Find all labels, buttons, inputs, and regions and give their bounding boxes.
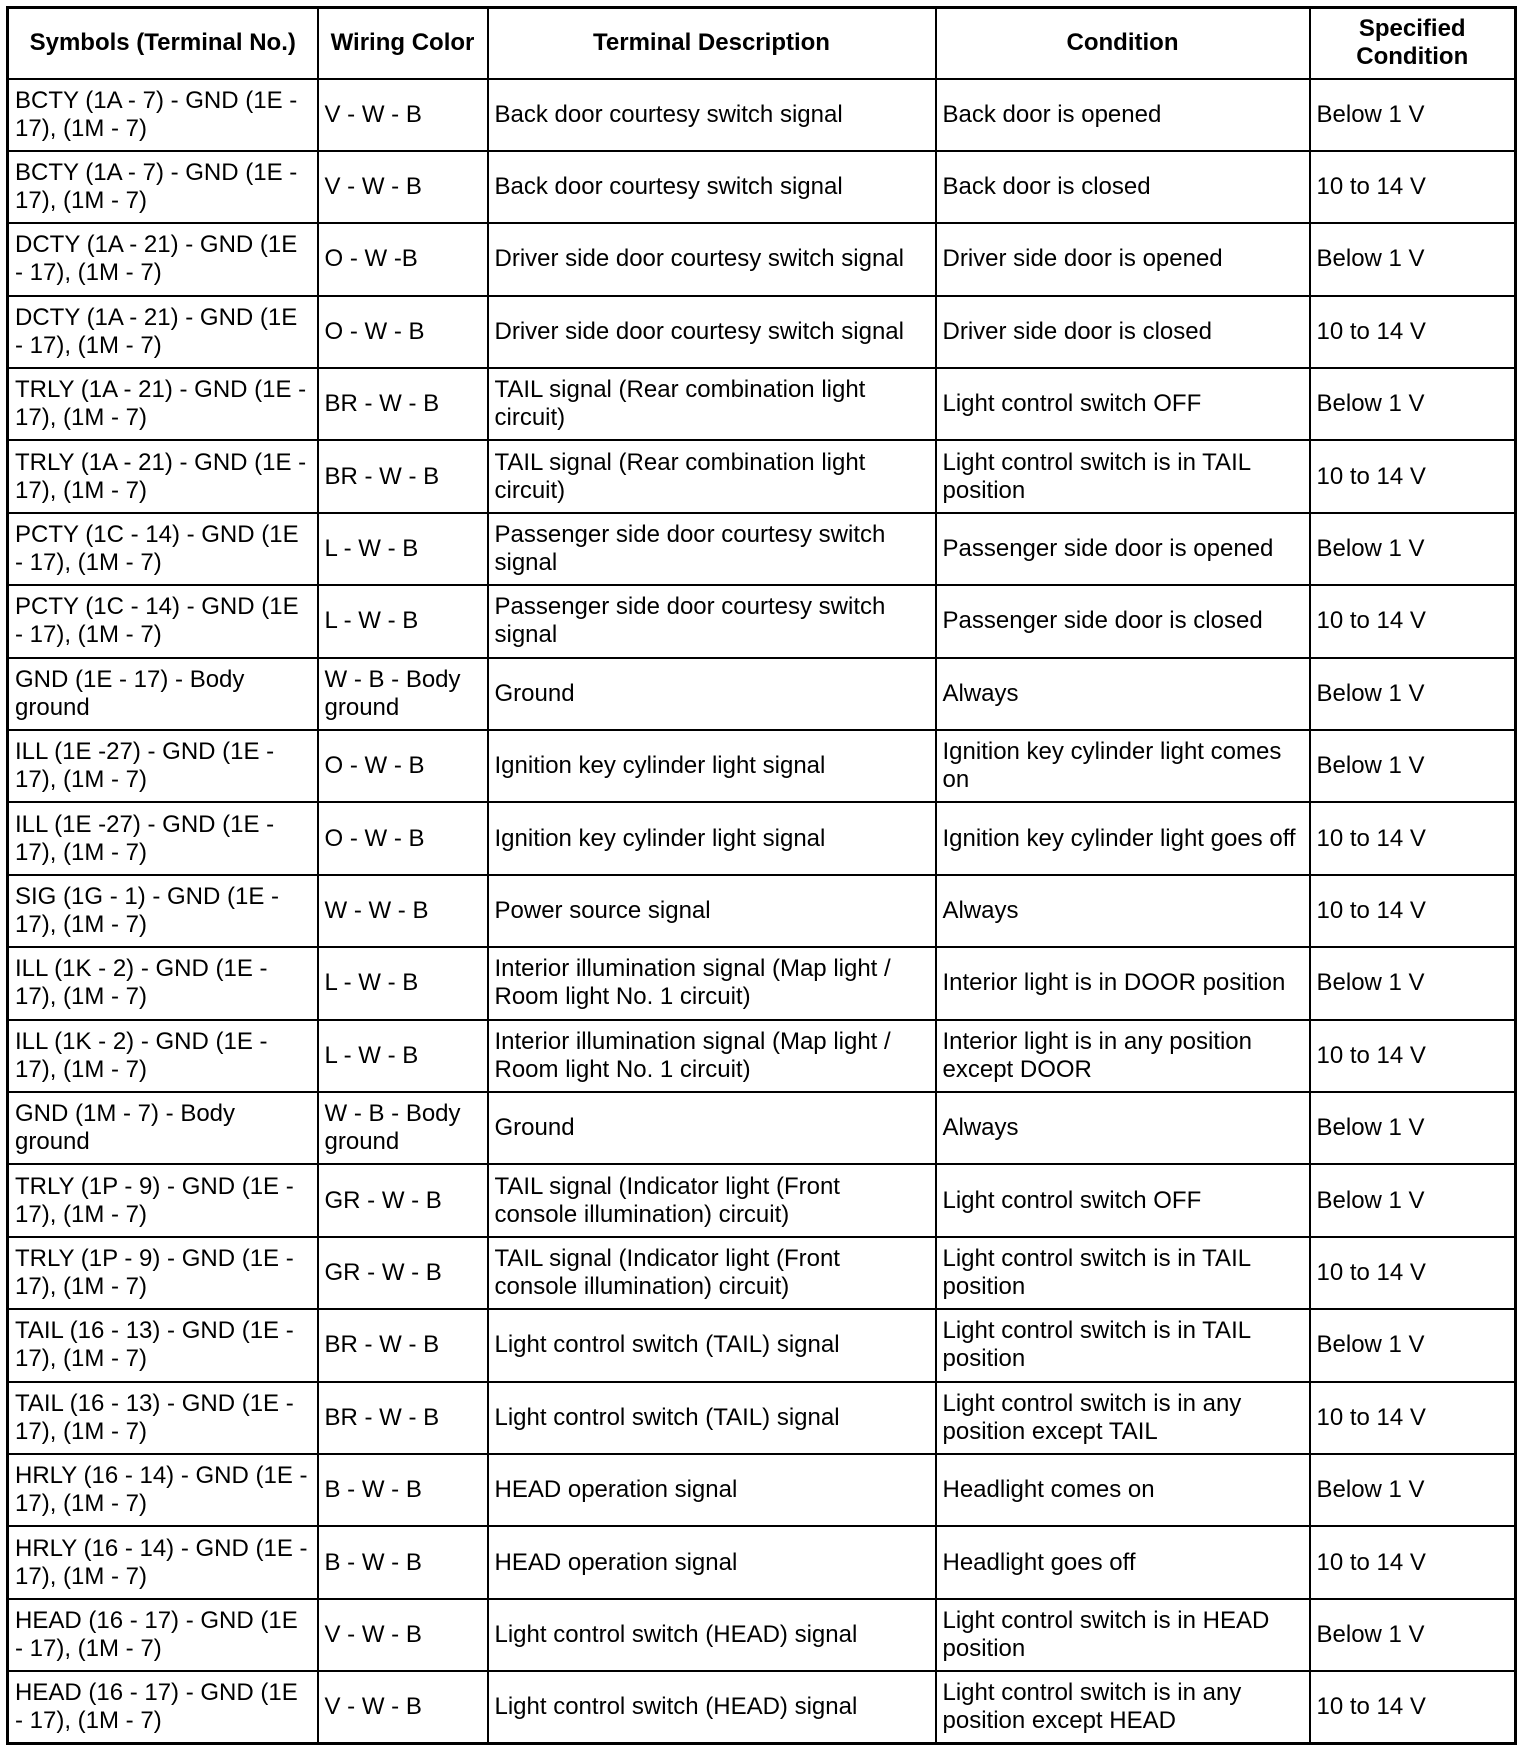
table-row (8, 730, 1516, 802)
table-row (8, 1092, 1516, 1164)
cell-symbols: ILL (1K - 2) - GND (1E - 17), (1M - 7) (8, 947, 318, 1019)
cell-wiring-color: BR - W - B (318, 1382, 488, 1454)
cell-condition: Driver side door is opened (936, 223, 1310, 295)
cell-wiring-color: L - W - B (318, 513, 488, 585)
cell-specified-condition: Below 1 V (1310, 1309, 1516, 1381)
table-row (8, 947, 1516, 1019)
cell-terminal-description: TAIL signal (Indicator light (Front console illumination) circuit) (488, 1237, 936, 1309)
cell-specified-condition: 10 to 14 V (1310, 875, 1516, 947)
cell-terminal-description: Driver side door courtesy switch signal (488, 223, 936, 295)
cell-terminal-description: Light control switch (HEAD) signal (488, 1671, 936, 1743)
cell-wiring-color: V - W - B (318, 1599, 488, 1671)
cell-condition: Light control switch is in TAIL position (936, 440, 1310, 512)
table-row (8, 1020, 1516, 1092)
table-row (8, 513, 1516, 585)
cell-wiring-color: V - W - B (318, 1671, 488, 1743)
cell-condition: Light control switch is in TAIL position (936, 1309, 1310, 1381)
cell-wiring-color: GR - W - B (318, 1237, 488, 1309)
cell-terminal-description: Light control switch (HEAD) signal (488, 1599, 936, 1671)
cell-terminal-description: Ignition key cylinder light signal (488, 802, 936, 874)
cell-specified-condition: 10 to 14 V (1310, 1526, 1516, 1598)
cell-wiring-color: GR - W - B (318, 1164, 488, 1236)
cell-specified-condition: Below 1 V (1310, 947, 1516, 1019)
cell-wiring-color: W - B - Body ground (318, 658, 488, 730)
cell-symbols: ILL (1E -27) - GND (1E - 17), (1M - 7) (8, 730, 318, 802)
cell-specified-condition: 10 to 14 V (1310, 296, 1516, 368)
cell-symbols: TRLY (1A - 21) - GND (1E - 17), (1M - 7) (8, 368, 318, 440)
cell-wiring-color: V - W - B (318, 151, 488, 223)
table-row (8, 440, 1516, 512)
cell-terminal-description: Ignition key cylinder light signal (488, 730, 936, 802)
cell-symbols: HEAD (16 - 17) - GND (1E - 17), (1M - 7) (8, 1599, 318, 1671)
table-row (8, 585, 1516, 657)
cell-condition: Passenger side door is opened (936, 513, 1310, 585)
cell-symbols: SIG (1G - 1) - GND (1E - 17), (1M - 7) (8, 875, 318, 947)
cell-specified-condition: 10 to 14 V (1310, 1382, 1516, 1454)
cell-wiring-color: W - B - Body ground (318, 1092, 488, 1164)
terminal-specification-table (6, 6, 1517, 1745)
cell-symbols: GND (1E - 17) - Body ground (8, 658, 318, 730)
cell-terminal-description: TAIL signal (Indicator light (Front console illumination) circuit) (488, 1164, 936, 1236)
cell-wiring-color: BR - W - B (318, 1309, 488, 1381)
cell-wiring-color: B - W - B (318, 1454, 488, 1526)
cell-condition: Interior light is in any position except DOOR (936, 1020, 1310, 1092)
table-row (8, 802, 1516, 874)
cell-condition: Light control switch is in any position except HEAD (936, 1671, 1310, 1743)
cell-specified-condition: 10 to 14 V (1310, 802, 1516, 874)
header-terminal-description: Terminal Description (488, 8, 936, 79)
cell-wiring-color: BR - W - B (318, 440, 488, 512)
cell-terminal-description: Interior illumination signal (Map light / Room light No. 1 circuit) (488, 1020, 936, 1092)
cell-specified-condition: Below 1 V (1310, 513, 1516, 585)
header-symbols: Symbols (Terminal No.) (8, 8, 318, 79)
cell-wiring-color: L - W - B (318, 585, 488, 657)
cell-condition: Headlight comes on (936, 1454, 1310, 1526)
cell-symbols: PCTY (1C - 14) - GND (1E - 17), (1M - 7) (8, 585, 318, 657)
cell-terminal-description: Passenger side door courtesy switch signal (488, 513, 936, 585)
table-row (8, 368, 1516, 440)
cell-symbols: TRLY (1A - 21) - GND (1E - 17), (1M - 7) (8, 440, 318, 512)
cell-specified-condition: Below 1 V (1310, 658, 1516, 730)
table-row (8, 1309, 1516, 1381)
cell-condition: Ignition key cylinder light goes off (936, 802, 1310, 874)
cell-specified-condition: 10 to 14 V (1310, 1671, 1516, 1743)
cell-symbols: BCTY (1A - 7) - GND (1E - 17), (1M - 7) (8, 151, 318, 223)
cell-wiring-color: O - W - B (318, 730, 488, 802)
cell-condition: Ignition key cylinder light comes on (936, 730, 1310, 802)
cell-condition: Light control switch OFF (936, 368, 1310, 440)
cell-wiring-color: O - W - B (318, 296, 488, 368)
cell-specified-condition: 10 to 14 V (1310, 1237, 1516, 1309)
table-row (8, 223, 1516, 295)
cell-wiring-color: V - W - B (318, 79, 488, 151)
cell-terminal-description: HEAD operation signal (488, 1454, 936, 1526)
cell-terminal-description: HEAD operation signal (488, 1526, 936, 1598)
cell-wiring-color: B - W - B (318, 1526, 488, 1598)
cell-condition: Back door is opened (936, 79, 1310, 151)
cell-specified-condition: Below 1 V (1310, 1092, 1516, 1164)
cell-symbols: HRLY (16 - 14) - GND (1E - 17), (1M - 7) (8, 1454, 318, 1526)
header-condition: Condition (936, 8, 1310, 79)
cell-terminal-description: Back door courtesy switch signal (488, 79, 936, 151)
cell-symbols: TRLY (1P - 9) - GND (1E - 17), (1M - 7) (8, 1237, 318, 1309)
cell-condition: Passenger side door is closed (936, 585, 1310, 657)
table-row (8, 151, 1516, 223)
cell-symbols: ILL (1E -27) - GND (1E - 17), (1M - 7) (8, 802, 318, 874)
cell-specified-condition: Below 1 V (1310, 1164, 1516, 1236)
table-header (8, 8, 1516, 79)
cell-terminal-description: Passenger side door courtesy switch signal (488, 585, 936, 657)
cell-specified-condition: 10 to 14 V (1310, 151, 1516, 223)
table-row (8, 1164, 1516, 1236)
table-row (8, 658, 1516, 730)
cell-wiring-color: L - W - B (318, 947, 488, 1019)
cell-condition: Light control switch is in HEAD position (936, 1599, 1310, 1671)
header-specified-condition: Specified Condition (1310, 8, 1516, 79)
table-row (8, 1599, 1516, 1671)
cell-terminal-description: TAIL signal (Rear combination light circuit) (488, 368, 936, 440)
cell-specified-condition: Below 1 V (1310, 1599, 1516, 1671)
cell-wiring-color: O - W -B (318, 223, 488, 295)
table-row (8, 79, 1516, 151)
cell-condition: Driver side door is closed (936, 296, 1310, 368)
cell-wiring-color: W - W - B (318, 875, 488, 947)
cell-terminal-description: Ground (488, 658, 936, 730)
cell-condition: Back door is closed (936, 151, 1310, 223)
cell-condition: Always (936, 658, 1310, 730)
table-row (8, 1454, 1516, 1526)
cell-condition: Light control switch OFF (936, 1164, 1310, 1236)
cell-symbols: TAIL (16 - 13) - GND (1E - 17), (1M - 7) (8, 1309, 318, 1381)
cell-condition: Interior light is in DOOR position (936, 947, 1310, 1019)
table-row (8, 875, 1516, 947)
terminal-table-sheet (6, 6, 1514, 1745)
cell-terminal-description: Interior illumination signal (Map light / Room light No. 1 circuit) (488, 947, 936, 1019)
cell-condition: Always (936, 1092, 1310, 1164)
cell-terminal-description: Driver side door courtesy switch signal (488, 296, 936, 368)
table-row (8, 1382, 1516, 1454)
cell-terminal-description: Power source signal (488, 875, 936, 947)
cell-specified-condition: Below 1 V (1310, 1454, 1516, 1526)
cell-condition: Light control switch is in any position except TAIL (936, 1382, 1310, 1454)
cell-specified-condition: 10 to 14 V (1310, 440, 1516, 512)
cell-specified-condition: 10 to 14 V (1310, 1020, 1516, 1092)
cell-condition: Headlight goes off (936, 1526, 1310, 1598)
cell-terminal-description: TAIL signal (Rear combination light circuit) (488, 440, 936, 512)
cell-symbols: DCTY (1A - 21) - GND (1E - 17), (1M - 7) (8, 223, 318, 295)
cell-symbols: PCTY (1C - 14) - GND (1E - 17), (1M - 7) (8, 513, 318, 585)
cell-symbols: HEAD (16 - 17) - GND (1E - 17), (1M - 7) (8, 1671, 318, 1743)
table-row (8, 1671, 1516, 1743)
table-body (8, 79, 1516, 1744)
cell-symbols: HRLY (16 - 14) - GND (1E - 17), (1M - 7) (8, 1526, 318, 1598)
cell-terminal-description: Back door courtesy switch signal (488, 151, 936, 223)
cell-symbols: GND (1M - 7) - Body ground (8, 1092, 318, 1164)
header-wiring-color: Wiring Color (318, 8, 488, 79)
cell-condition: Light control switch is in TAIL position (936, 1237, 1310, 1309)
table-row (8, 1237, 1516, 1309)
cell-wiring-color: O - W - B (318, 802, 488, 874)
cell-terminal-description: Light control switch (TAIL) signal (488, 1382, 936, 1454)
cell-terminal-description: Light control switch (TAIL) signal (488, 1309, 936, 1381)
cell-specified-condition: Below 1 V (1310, 730, 1516, 802)
header-row (8, 8, 1516, 79)
cell-terminal-description: Ground (488, 1092, 936, 1164)
cell-symbols: ILL (1K - 2) - GND (1E - 17), (1M - 7) (8, 1020, 318, 1092)
cell-symbols: TRLY (1P - 9) - GND (1E - 17), (1M - 7) (8, 1164, 318, 1236)
cell-symbols: DCTY (1A - 21) - GND (1E - 17), (1M - 7) (8, 296, 318, 368)
cell-wiring-color: L - W - B (318, 1020, 488, 1092)
cell-wiring-color: BR - W - B (318, 368, 488, 440)
table-row (8, 296, 1516, 368)
cell-condition: Always (936, 875, 1310, 947)
cell-specified-condition: Below 1 V (1310, 79, 1516, 151)
table-row (8, 1526, 1516, 1598)
cell-symbols: BCTY (1A - 7) - GND (1E - 17), (1M - 7) (8, 79, 318, 151)
cell-specified-condition: Below 1 V (1310, 223, 1516, 295)
cell-specified-condition: 10 to 14 V (1310, 585, 1516, 657)
cell-specified-condition: Below 1 V (1310, 368, 1516, 440)
cell-symbols: TAIL (16 - 13) - GND (1E - 17), (1M - 7) (8, 1382, 318, 1454)
